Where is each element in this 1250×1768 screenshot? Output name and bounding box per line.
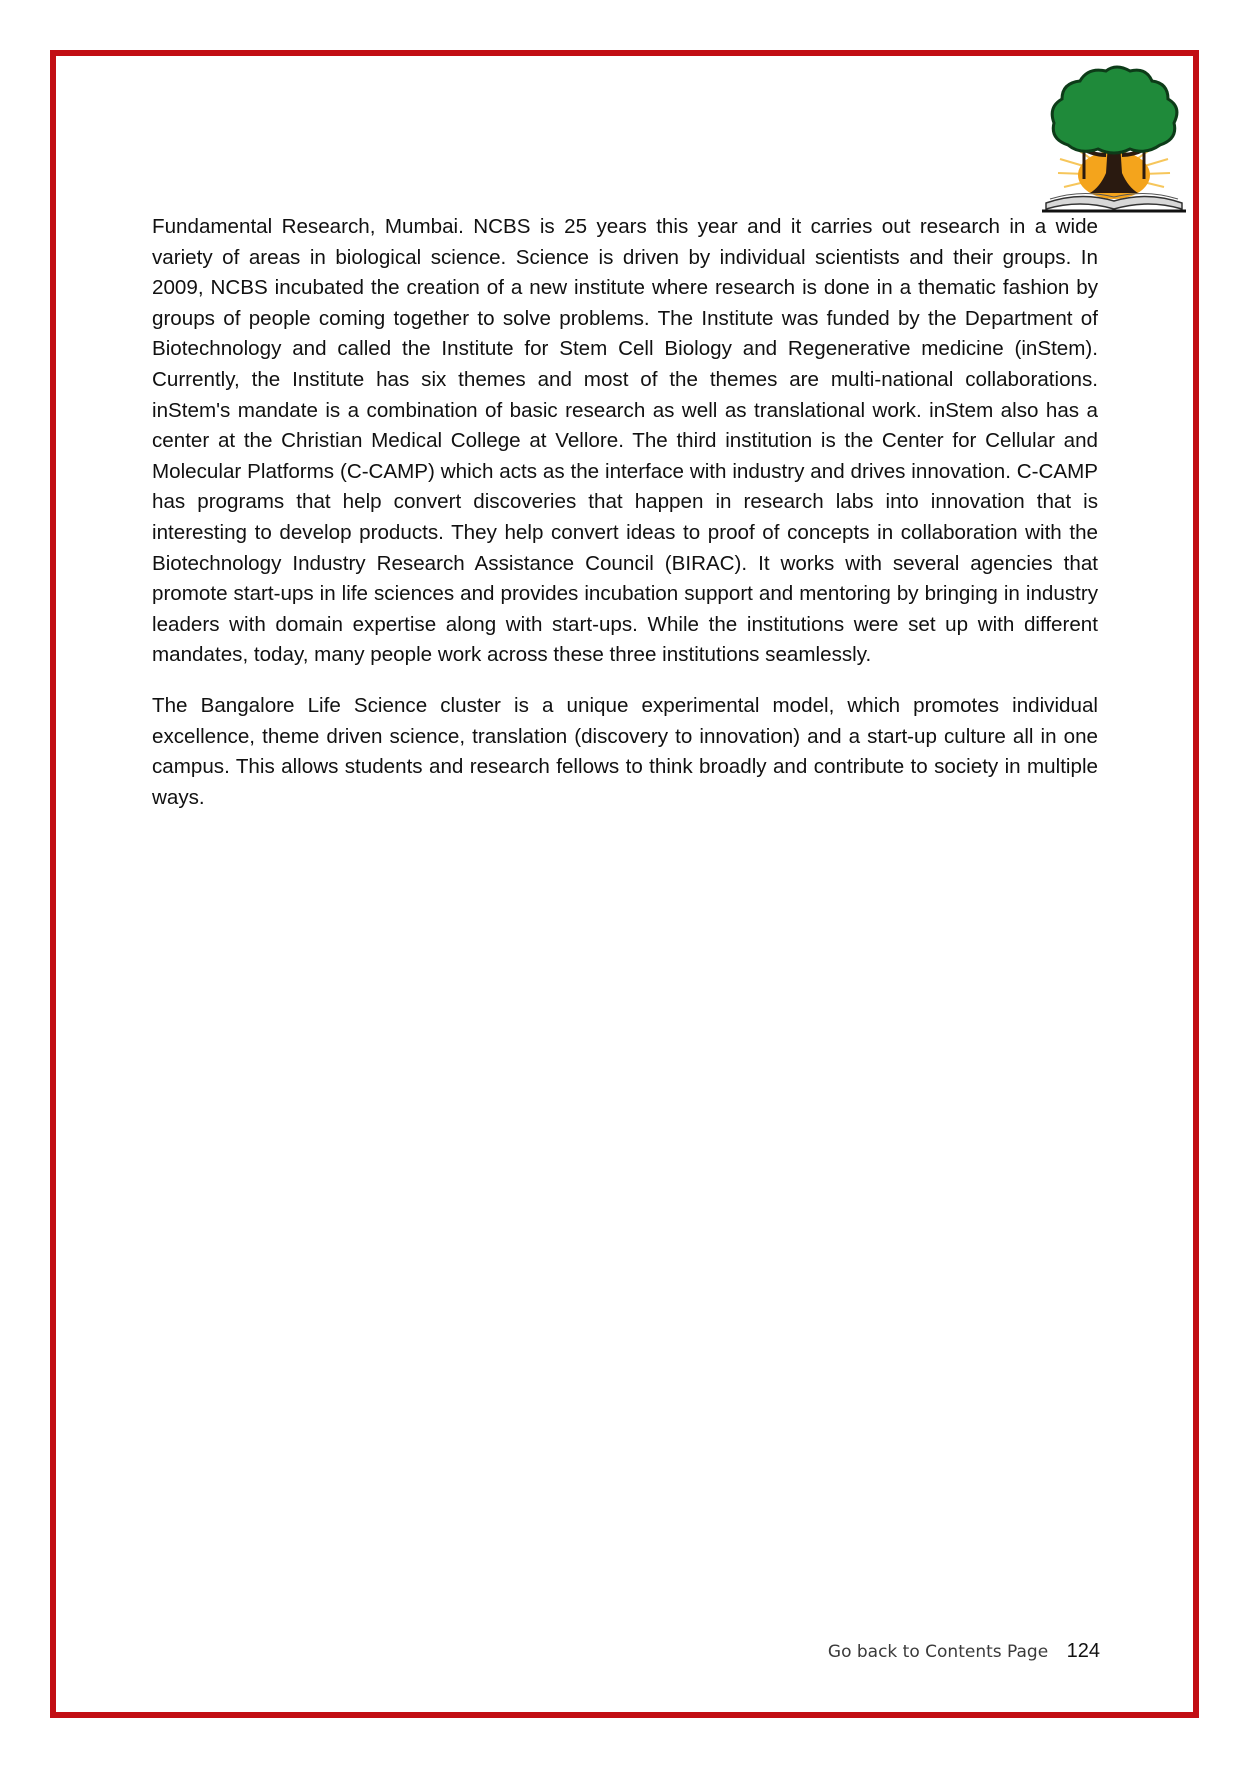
paragraph-institutions: Fundamental Research, Mumbai. NCBS is 25 years this year and it carries out research in a wide variety of areas in biological science. Science is driven by individual scientists and their groups. In 2009, NCBS incubated the creation of a new institute where research is done in a thematic fashion by groups of people coming together to solve problems. The Institute was funded by the Department of Biotechnology and called the Institute for Stem Cell Biology and Regenerative medicine (inStem). Currently, the Institute has six themes and most of the themes are multi-national collaborations. inStem's mandate is a combination of basic research as well as translational work. inStem also has a center at the Christian Medical College at Vellore. The third institution is the Center for Cellular and Molecular Platforms (C-CAMP) which acts as the interface with industry and drives innovation. C-CAMP has programs that help convert discoveries that happen in research labs into innovation that is interesting to develop products. They help convert ideas to proof of concepts in collaboration with the Biotechnology Industry Research Assistance Council (BIRAC). It works with several agencies that promote start-ups in life sciences and provides incubation support and mentoring by bringing in industry leaders with domain expertise along with start-ups. While the institutions were set up with different mandates, today, many people work across these three institutions seamlessly. [152, 215, 1098, 667]
document-body [152, 212, 1098, 833]
page-number: 124 [1066, 1640, 1100, 1662]
paragraph-bangalore-cluster: The Bangalore Life Science cluster is a unique experimental model, which promotes individual excellence, theme driven science, translation (discovery to innovation) and a start-up culture all in one campus. This allows students and research fellows to think broadly and contribute to society in multiple ways. [152, 693, 1098, 809]
contents-page-link[interactable]: Go back to Contents Page [827, 1642, 1049, 1662]
tree-book-logo-icon [1040, 63, 1188, 213]
page-footer [820, 1640, 1100, 1663]
